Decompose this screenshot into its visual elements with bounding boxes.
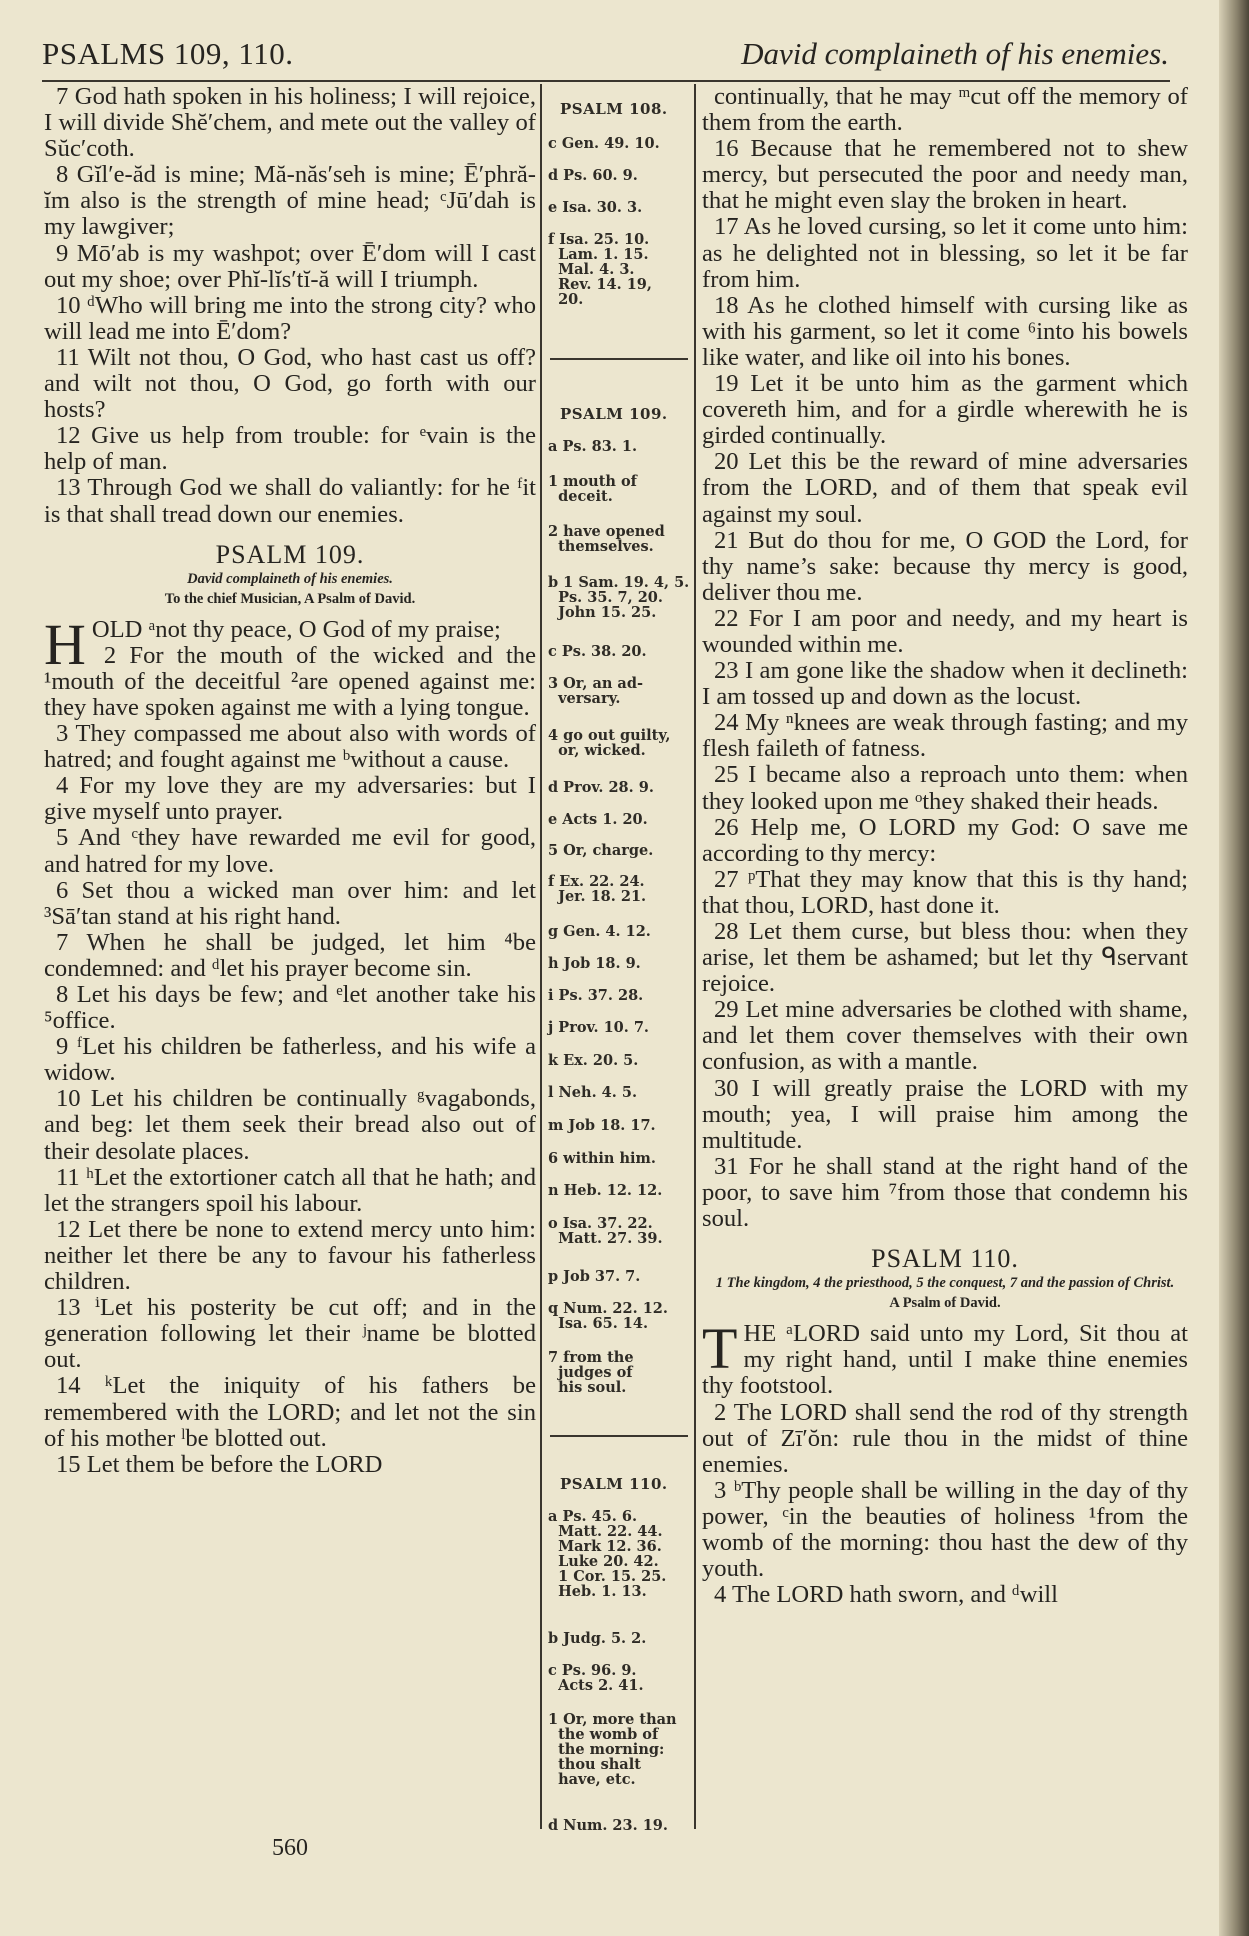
cross-reference-note: 2 have opened themselves. — [548, 523, 665, 555]
column-divider-right — [694, 84, 696, 1829]
cross-reference-note: o Isa. 37. 22. Matt. 27. 39. — [548, 1215, 663, 1247]
verse: 5 And ᶜthey have rewarded me evil for good, and hatred for my love. — [44, 824, 536, 878]
cross-reference-note: c Gen. 49. 10. — [548, 135, 660, 152]
cross-reference-note: d Prov. 28. 9. — [548, 779, 654, 796]
psalm-heading: PSALM 110. — [871, 1244, 1019, 1274]
cross-reference-note: h Job 18. 9. — [548, 955, 641, 972]
verse: 12 Let there be none to extend mercy unto him: neither let there be any to favour his fatherless children. — [44, 1215, 536, 1296]
psalm-superscription: To the chief Musician, A Psalm of David. — [164, 590, 416, 607]
cross-reference-note: l Neh. 4. 5. — [548, 1084, 637, 1101]
left-text-column — [44, 84, 536, 1478]
verse: 4 For my love they are my adversaries: but I give myself unto prayer. — [44, 772, 536, 826]
verse: 11 Wilt not thou, O God, who hast cast us off? and wilt not thou, O God, go forth with our hosts? — [44, 343, 536, 424]
column-divider-left — [540, 84, 542, 1829]
verse: 17 As he loved cursing, so let it come unto him: as he delighted not in blessing, so let it be far from him. — [702, 213, 1188, 293]
cross-reference-note: p Job 37. 7. — [548, 1268, 641, 1285]
verse: 2 For the mouth of the wicked and the ¹mouth of the deceitful ²are opened against me: they have spoken against me with a lying tongue. — [44, 641, 536, 721]
verse: 28 Let them curse, but bless thou: when they arise, let them be ashamed; but let thy ᑫservant rejoice. — [702, 918, 1188, 998]
verse: 12 Give us help from trouble: for ᵉvain is the help of man. — [44, 422, 536, 476]
cross-reference-note: 6 within him. — [548, 1150, 656, 1167]
margin-psalm-heading: PSALM 109. — [560, 405, 668, 423]
verse: 9 Mō′ab is my washpot; over Ē′dom will I cast out my shoe; over Phĭ-lĭs′tĭ-ă will I triumph. — [44, 239, 536, 293]
verse: 20 Let this be the reward of mine adversaries from the LORD, and of them that speak evil against my soul. — [702, 448, 1188, 528]
verse: 9 ᶠLet his children be fatherless, and his wife a widow. — [44, 1033, 536, 1087]
cross-reference-note: 3 Or, an ad- versary. — [548, 675, 643, 707]
verse: HOLD ᵃnot thy peace, O God of my praise; — [44, 611, 501, 677]
verse: 22 For I am poor and needy, and my heart is wounded within me. — [702, 604, 1188, 658]
margin-psalm-heading: PSALM 110. — [560, 1475, 668, 1493]
cross-reference-note: b Judg. 5. 2. — [548, 1630, 647, 1647]
psalm-summary: David complaineth of his enemies. — [187, 570, 393, 587]
cross-reference-note: m Job 18. 17. — [548, 1117, 656, 1134]
margin-rule — [550, 358, 688, 360]
cross-reference-note: n Heb. 12. 12. — [548, 1182, 663, 1199]
verse: continually, that he may ᵐcut off the memory of them from the earth. — [702, 83, 1188, 137]
cross-reference-note: 7 from the judges of his soul. — [548, 1349, 634, 1396]
psalm-heading: PSALM 109. — [215, 539, 365, 569]
verse: 11 ʰLet the extortioner catch all that he hath; and let the strangers spoil his labour. — [44, 1163, 536, 1217]
psalm-summary: 1 The kingdom, 4 the priesthood, 5 the conquest, 7 and the passion of Christ. — [715, 1275, 1175, 1292]
cross-reference-note: f Isa. 25. 10. Lam. 1. 15. Mal. 4. 3. Rev. 14. 19, 20. — [548, 231, 652, 308]
page-number: 560 — [272, 1835, 308, 1861]
verse: 3 ᵇThy people shall be willing in the day of thy power, ᶜin the beauties of holiness ¹from the womb of the morning: thou hast the dew of thy youth. — [702, 1476, 1188, 1583]
verse: 26 Help me, O LORD my God: O save me according to thy mercy: — [702, 813, 1188, 867]
verse: 14 ᵏLet the iniquity of his fathers be remembered with the LORD; and let not the sin of his mother ˡbe blotted out. — [44, 1372, 536, 1452]
cross-reference-note: k Ex. 20. 5. — [548, 1052, 639, 1069]
verse: 10 ᵈWho will bring me into the strong city? who will lead me into Ē′dom? — [44, 291, 536, 345]
verse: 6 Set thou a wicked man over him: and let ³Sā′tan stand at his right hand. — [44, 876, 536, 930]
verse: 16 Because that he remembered not to shew mercy, but persecuted the poor and needy man, that he might even slay the broken in heart. — [702, 135, 1188, 215]
cross-reference-note: b 1 Sam. 19. 4, 5. Ps. 35. 7, 20. John 15. 25. — [548, 574, 690, 621]
margin-psalm-heading: PSALM 108. — [560, 100, 668, 118]
verse: 24 My ⁿknees are weak through fasting; and my flesh faileth of fatness. — [702, 709, 1188, 763]
verse: 8 Let his days be few; and ᵉlet another take his ⁵office. — [44, 981, 536, 1035]
cross-reference-note: d Ps. 60. 9. — [548, 167, 638, 184]
cross-reference-note: g Gen. 4. 12. — [548, 923, 651, 940]
running-head-left: PSALMS 109, 110. — [42, 36, 294, 71]
verse: 31 For he shall stand at the right hand of the poor, to save him ⁷from those that condemn his soul. — [702, 1152, 1188, 1233]
verse: 19 Let it be unto him as the garment which covereth him, and for a girdle wherewith he is girded continually. — [702, 370, 1188, 450]
margin-rule — [550, 1435, 688, 1437]
verse: 4 The LORD hath sworn, and ᵈwill — [714, 1581, 1058, 1609]
cross-reference-note: c Ps. 96. 9. Acts 2. 41. — [548, 1662, 644, 1694]
verse: 8 Gĭl′e-ăd is mine; Mă-năs′seh is mine; Ē′phră-ĭm also is the strength of mine head; ᶜJū′dah is my lawgiver; — [44, 161, 536, 241]
verse: 10 Let his children be continually ᵍvagabonds, and beg: let them seek their bread also out of their desolate places. — [44, 1085, 536, 1165]
cross-reference-note: q Num. 22. 12. Isa. 65. 14. — [548, 1300, 668, 1332]
verse: THE ᵃLORD said unto my Lord, Sit thou at my right hand, until I make thine enemies thy footstool. — [702, 1316, 1188, 1400]
header-rule — [42, 80, 1170, 82]
running-head-right: David complaineth of his enemies. — [741, 36, 1169, 71]
page-edge-shadow — [1219, 0, 1249, 1936]
right-text-column — [702, 84, 1188, 1608]
verse: 18 As he clothed himself with cursing like as with his garment, so let it come ⁶into his bowels like water, and like oil into his bones. — [702, 291, 1188, 371]
verse: 29 Let mine adversaries be clothed with shame, and let them cover themselves with their own confusion, as with a mantle. — [702, 996, 1188, 1076]
verse: 7 God hath spoken in his holiness; I will rejoice, I will divide Shĕ′chem, and mete out the valley of Sŭc′coth. — [44, 83, 536, 163]
cross-reference-note: a Ps. 45. 6. Matt. 22. 44. Mark 12. 36. Luke 20. 42. 1 Cor. 15. 25. Heb. 1. 13. — [548, 1508, 667, 1600]
psalm-superscription: A Psalm of David. — [889, 1295, 1001, 1312]
cross-reference-note: a Ps. 83. 1. — [548, 438, 638, 455]
verse: 7 When he shall be judged, let him ⁴be condemned: and ᵈlet his prayer become sin. — [44, 928, 536, 982]
verse: 15 Let them be before the LORD — [56, 1450, 383, 1478]
cross-reference-note: e Isa. 30. 3. — [548, 199, 643, 216]
cross-reference-note: f Ex. 22. 24. Jer. 18. 21. — [548, 873, 647, 905]
verse: 3 They compassed me about also with words of hatred; and fought against me ᵇwithout a cause. — [44, 720, 536, 774]
verse: 30 I will greatly praise the LORD with my mouth; yea, I will praise him among the multitude. — [702, 1074, 1188, 1154]
cross-reference-note: 5 Or, charge. — [548, 842, 654, 859]
cross-reference-note: 1 mouth of deceit. — [548, 473, 637, 505]
verse: 27 ᵖThat they may know that this is thy hand; that thou, LORD, hast done it. — [702, 865, 1188, 919]
cross-reference-note: 1 Or, more than the womb of the morning: thou shalt have, etc. — [548, 1711, 677, 1788]
cross-reference-note: 4 go out guilty, or, wicked. — [548, 727, 671, 759]
verse: 21 But do thou for me, O GOD the Lord, for thy name’s sake: because thy mercy is good, deliver thou me. — [702, 526, 1188, 606]
cross-reference-note: d Num. 23. 19. — [548, 1817, 668, 1834]
cross-reference-note: j Prov. 10. 7. — [548, 1019, 649, 1036]
cross-reference-note: i Ps. 37. 28. — [548, 987, 644, 1004]
verse: 13 ⁱLet his posterity be cut off; and in the generation following let their ʲname be blotted out. — [44, 1294, 536, 1374]
cross-reference-note: e Acts 1. 20. — [548, 811, 648, 828]
cross-reference-note: c Ps. 38. 20. — [548, 643, 647, 660]
verse: 2 The LORD shall send the rod of thy strength out of Zī′ŏn: rule thou in the midst of thine enemies. — [702, 1398, 1188, 1478]
verse: 23 I am gone like the shadow when it declineth: I am tossed up and down as the locust. — [702, 657, 1188, 711]
verse: 25 I became also a reproach unto them: when they looked upon me ᵒthey shaked their heads. — [702, 761, 1188, 815]
verse: 13 Through God we shall do valiantly: for he ᶠit is that shall tread down our enemies. — [44, 474, 536, 528]
